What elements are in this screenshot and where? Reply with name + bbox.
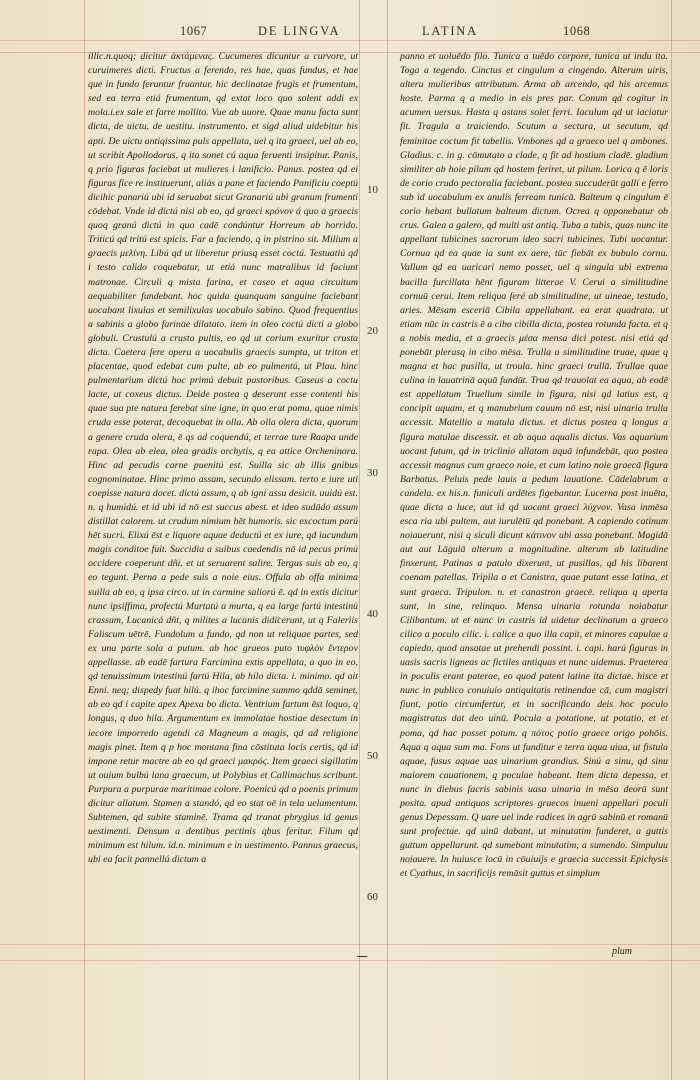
bottom-tick-mark <box>357 956 367 957</box>
right-page-number: 1068 <box>563 24 591 38</box>
right-column-text: panno et uoluēdo filo. Tunica a tuēdo corpore, tunica ut indu ita. Toga a tegendo. Cinctus et cingulum a cingendo. Alterum uiris, alteru mulieribus attributum. Arma ab arcendo, qd his arcemus hoste. Parma q a medio in eis pres par. Conum qd cogitur in acumen uersus. Hasta q astans solet ferri. Iaculum qd ut iaciatur fit. Tragula a traiciendo. Scutum a sectura, ut secutum, qd feminitae coctum fit tabellis. Vmbones qd a graeco uel q ambones. Gladius. c. in g. cōmutato a clade, q fit ad hostium cladē. gladium similiter ab hoie pilum qd hostem feriret, ut pilum. Lorica q ē loris de corio crudo pectoralia faciebant. postea succuderūt gallí e ferro sub id uocabulum ex anulis ferream tunicā. Balteum q cingulum ē corio hebant bullatum balteum dictum. Ocrea q opponebatur ob crus. Galea a galero, qd multi ust antiq. Tuba a tubis, quas nunc ite appellant tubicines sacrorum ideo sacri tubicines. Tubi uocantur. Cornua qd ea quae ia sunt ex aere, tūc fiebāt ex bubulo cornu. Vallum qd ea uaricari nemo posset, uel q singula ubi extrema bacilla furcillata hēnt figuram litterae V. Cerui a similitudine cornuū cerui. Item reliqua feré ab similitudine, ut uineae, testudo, aries. Mēsam esceriā Cibila appellabant. ea erat quadrata. ut etiam nūc in castris ē a cibo cibilla dicta, postea rotunda facta. et q a nobis media, et a graecis μέσα mensa dici potest. nisi etiá qd ponebāt plerasq in cibo mēsa. Trulla a similitudine truae, quae q magna et hac pusilla, ut troula. hinc graeci trullā. Trullae quae culina in lauatrinā aquā fundūt. Trua qd trauolat ea aqua, ab eodē est appellatum Truellum simile in figura, nisi qd latius est, q concipit aquam, et q manubrium cauum nō est, nisi uinaria trulla accessit. Matellio a matula dictus. et dictus postea q longus a figura matulae discessit. et ab aqua aqualis dictus. Vas aquarium uocant futum, qd in triclinio allatam aquā infundebāt, quo postea accessit magnus cum graeco noie, et cum latino noie graecā figura Barbatus. Peluis pede lauis a pedum lauatione. Cādelabrum a candela. ex his.n. funiculi ardētes figebantur. Lucerna post inuēta, quae dicta a luce, aut id qd uocant graeci λύχνον. Vasa inmēsa esca ria ubi pultem, aut iurulētū qd ponebant. A capiendo catinum noiauerunt, nisi q siculi dicunt κάτινον ubi assa ponebant. Magidā aut aut Lāgulā alterum a magnitudine. alterum ab latitudine finxerunt. Patinas a patulo dixerunt, ut pusillas, qd his libarent coenam patellas. Tripila a et Canistra, quae putant esse latina, et sunt graeca. Tripulon. n. et canastron graecē. reliqua q aperta sunt, in sine, relinquo. Mensa uinaria rotunda noiabatur Cilibantum. ut et nunc in castris id uidetur declinatum a graeco cilico a poculo cilic. i. calice a quo illa capit, et minores capulae a capiedo, quod ansatae ut prehendi possint. i. capi. harú figuras in uasis sacris ligneas ac fictiles antiquas et nunc uidemus. Praeterea in poculis erant paterae, eo quod patent latine ita dictae. hisce et nunc in publico conuiuio antiquitatis retinendae cā, cum magistri fiunt, potio circumfertur, et in sacrificando deis hoc poculo magistratus dat deo uinū. Pocula a potatione, ut potatio, et et poma, qd hac posset potum. q πότος potio graece origo pohōis. Aqua q aqua sum ma. Fons ut funditur e terra aqua uiua, ut fistula aquae, fusus aquae uas uinarium grandius. Sinú a sinu, qd sinu maiorem cauationem, q poculae habeant. Item dicta depessa, et nunc in diebus facris sabinis uasa uinaria in mēsa deorū sunt posita. apud antiquos scriptores graecos inueni appellari poculi genus Depessam. Q uare uel inde radices in agrū sabinū et romanū sunt profectae. qd uinū dabant, ut minutatim funderet, a guttis guttum appellarunt. qd sumebant minutatim, a sumendo. Simpuluu noiauere. In huiusce locū in cōuiuijs e graecia successit Epichysis et Cyathus, in sacrificijs remāsit guttus et simplum <box>400 51 668 880</box>
right-column-left-rule <box>387 0 388 1080</box>
left-column-right-rule <box>359 0 360 1080</box>
line-marker-10: 10 <box>367 184 378 196</box>
bottom-ruled-line <box>0 944 700 945</box>
left-margin-rule <box>84 0 85 1080</box>
line-marker-40: 40 <box>367 608 378 620</box>
right-margin-rule <box>671 0 672 1080</box>
left-text-column <box>88 50 358 867</box>
line-marker-30: 30 <box>367 467 378 479</box>
right-running-title: LATINA <box>422 24 478 38</box>
bottom-ruled-line-2 <box>0 960 700 961</box>
line-marker-50: 50 <box>367 750 378 762</box>
left-running-title: DE LINGVA <box>258 24 341 38</box>
left-page-number: 1067 <box>180 24 208 38</box>
line-marker-20: 20 <box>367 325 378 337</box>
top-ruled-line <box>0 40 700 41</box>
left-column-text: illic.n.quoq; dicitur ἀκτάμενας. Cucumeres dicuntur a curvore, ut curuimeres dicti. Fructus a ferendo, res hae, quas fundus, et hae que in fundo feruntur fruantur. hic declinatae frugis et frumentum, sed ea terra etiá frumentum, qd extat loco quo solent addi ex mola.i.ex sale et farre mollito. Vue ab uuore. Quae manu facta sunt dicta, de uictu. de uestitu. instrumento. et sigd aliud uidebitur his apti. De uictu antiqissima puls appellata, uel q ita graeci, uel ab eo, ut scribit Apollodorus, q ita sonet cú aqua feruenti insipitur. Panis, q prio figuras faciebat ut mulieres i lanificio. Panus. postea qd ei figuras fice re instituerunt, aliás a pane et faciendo Panificiu coeptú dicihic panariú ubi id seruabat sicut Granariú ubi granum frumenti cōdebat. Vnde id dictú nisi ab eo, qd graeci κρόνον á quo a graecis quoq granú dictú in quo cadē condúntur Horreum ab horrido. Triticú qd tritú est spicis. Far a faciendo, q in pistrino sit. Milium a graecis μελίνη. Libú qd ut liberetur priusq esset coctú. Testuatiú qd i testo calido coquebatur, ut etiá nunc matralibus id faciunt matronae. Circuli q mista farina, et caseo et aqua circuitum aequabiliter fundebant. hoc quida quanquam sanguine faciebant uocabant lixulas et semilixulas uocabulo sabino. Quod frequentius a sabinis a globo farinae dilatato. item in oleo coctú dicti a globo globuli. Crustulú a crusta pultis, eo qd ut corium exuritur crusta dicta. Caetera fere opera a uocabulis graecis sumpta, ut triton et placentae, quod edebat cum pulte, ab eo pulmentú, ut Plau. hinc pulmentarium dictú hoc primú debuit pastoribus. Caseus a coctu lacte, ut coxeus dictus. Deide postea q deserunt esse contenti his quae sua pte natura ferebat sine igne, in quo erat poma, quae nimis cruda esse poterat, decoquebat in olla. Ab olla olera dicta, quorum a genere cruda olera, ē qs ad coquendú, et terrae ture Raapa unde rapa. Olea ab elea, olea gradis orchytis, q ea attice Orcheninora. Hinc ad pecudis carne puenitú est. Suilla sic ab illis gnibus cognominatae. Hinc primo assam, secundo elissam. terto e iure uti coepisse natura docet. dictú assum, q ab igni assu desicit. uuidú est. n. q humidú. et id ubi id nō est succus abest. et ideo sudādo assum distillat calorem. ut crudum nimium hēt humoris. sic excoctum parú hēt sucri. Elixú ēst e liquore aquae deductú et ex iure, qd iucundum magis conditoe fuit. Succidia a suibus caedendis nā id pecus primú occidere coeperunt dñi. et ut seruarent salire. Tergus suis ab eo, q eo tegunt. Perna a pede suis a noie eius. Offula ab offa minima suilla ab eo, q ipsa circo. ut in carmine saliorú ē. qd in extis dicitur nunc ipsiffima, profectú Murtatú a murta, q ea large fartú intestinú crassum, Lucanicá dñt, q milites a lucanis didicerunt, ut q Faleriis Faliscum uētrē. Fundolum a fundo, qd non ut reliquae partes, sed ex una parte sola a putum. ab hoc graeos puto τυφλὸν ἔντερον appellasse. ab eadē fartura Farcimina extis appellata, a quo in eo, qd tenuissimum intestinú fartú Hila, ab hilo dicta. i. minimo. qd ait Enni. neq; dispedy fuat hilú. q ihoc farcimine summo qddā seminet. ab eo qd i capite apex Apexa bo dicta. Ventrium fartum ēst loquo, q longus, q duo hila. Argumentum ex immolatae hostiae desectum in iecore imporredo agendi cā Magneum a magis, qd ad religione magis pinet. Item q p hoc montana fina cōstituta locis certis, qd id impone retur mactre ab eo qd graeci μακρός. Item graeci sigillatim ut ouium bulbú lana graecum, ut Polybius et Callimachus scribunt. Purpura a purpurae maritimae colore. Poenicú qd a poenis primum dicitur allatum. Stamen a standó, qd eo stat oē in tela uelamentum. Subtemen, qd subite staminē. Trama qd tranat phrygius id genus uestimenti. Densum a dentibus pectinis qbus feritur. Filum qd minimum est hilum. id.n. minimum e in uestimento. Pannus graecus, ubi ea facit pannellú dictum a <box>88 51 358 866</box>
catchword: plum <box>612 946 632 957</box>
line-marker-60: 60 <box>367 891 378 903</box>
right-text-column <box>400 50 668 882</box>
